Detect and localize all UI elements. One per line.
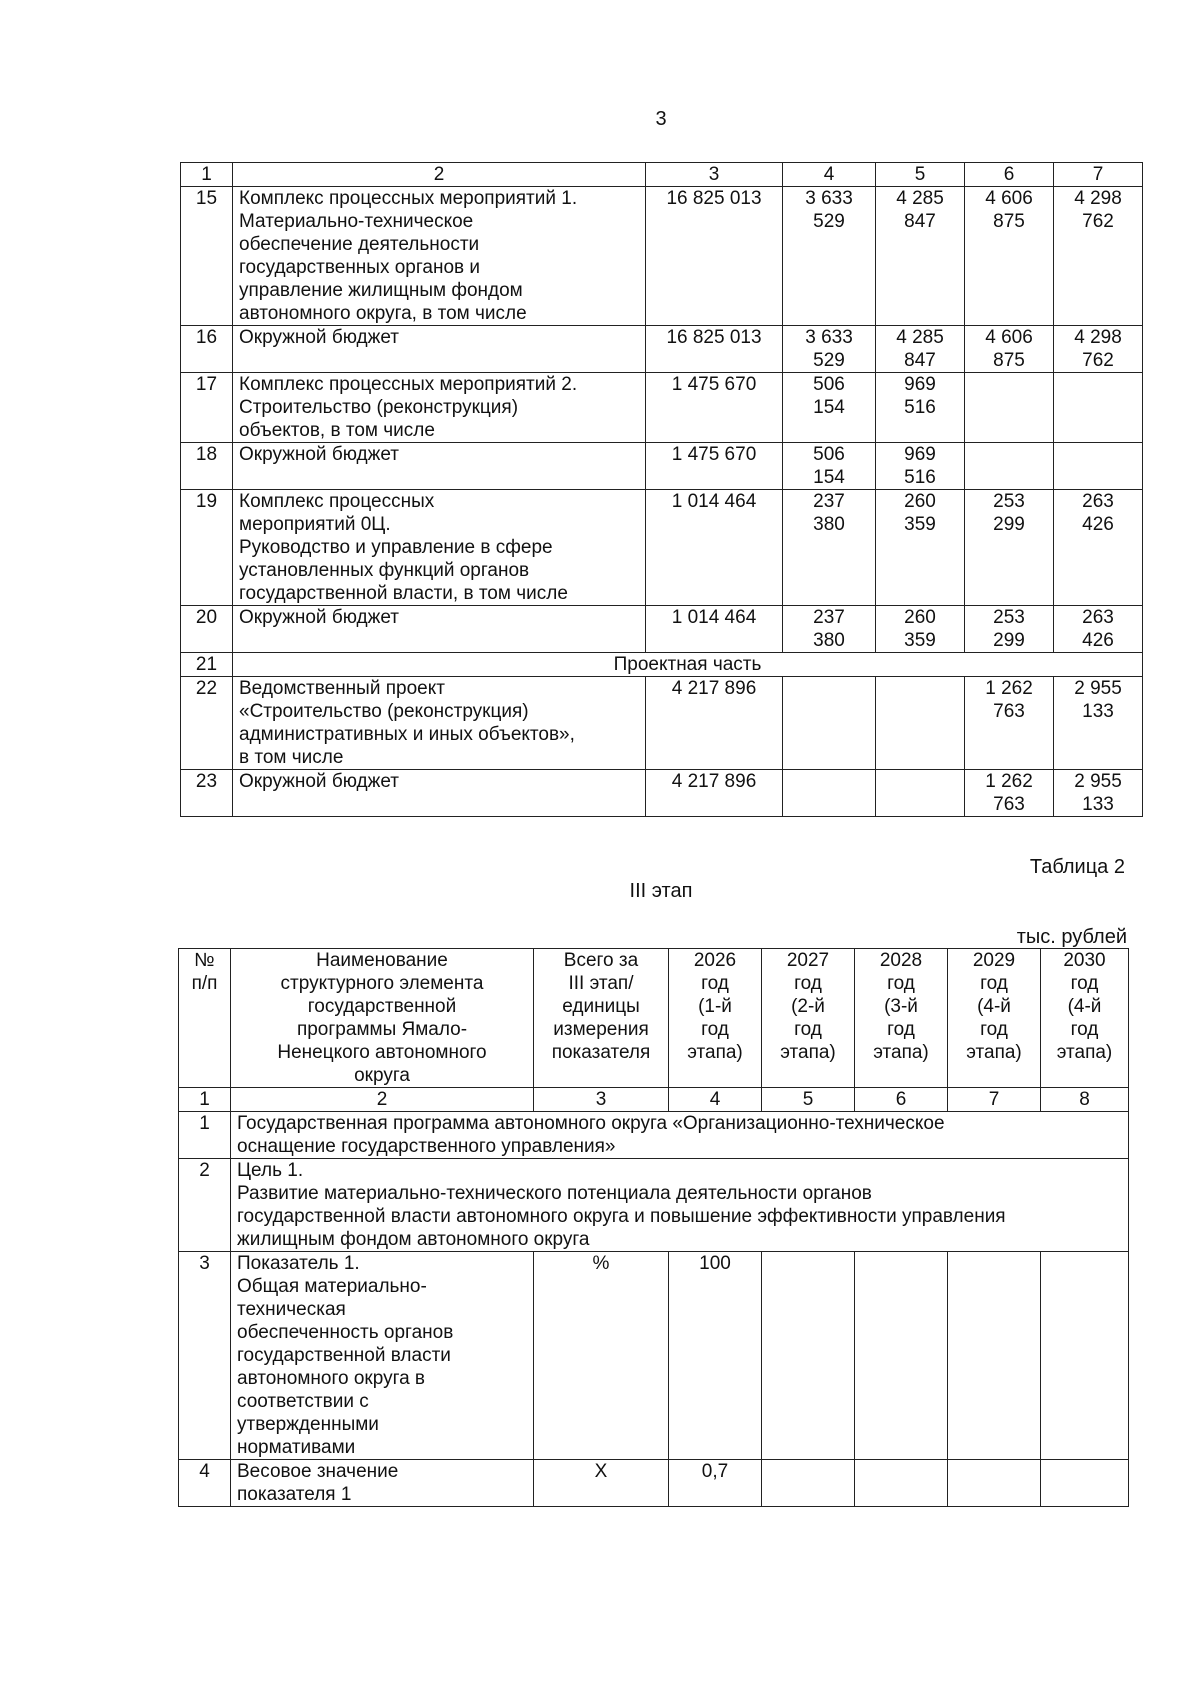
row-value: 260 359 [876, 606, 965, 653]
row-value [965, 443, 1054, 490]
col-number: 7 [1054, 163, 1143, 187]
row-number: 16 [181, 326, 233, 373]
table-label: Таблица 2 [1029, 856, 1125, 878]
row-number: 3 [179, 1252, 231, 1460]
row-name: Ведомственный проект «Строительство (реконструкция) административных и иных объектов», в том числе [233, 677, 646, 770]
table-row [181, 443, 1143, 490]
row-total: 1 014 464 [646, 490, 783, 606]
row-value: 1 262 763 [965, 677, 1054, 770]
head-name: Наименование структурного элемента государственной программы Ямало- Ненецкого автономного округа [231, 949, 534, 1088]
row-value: 3 633 529 [783, 326, 876, 373]
row-value: 260 359 [876, 490, 965, 606]
row-number: 2 [179, 1159, 231, 1252]
row-value [965, 373, 1054, 443]
section-row [181, 653, 1143, 677]
row-number: 17 [181, 373, 233, 443]
col-number: 1 [181, 163, 233, 187]
row-number: 21 [181, 653, 233, 677]
row-value: 253 299 [965, 606, 1054, 653]
table-row [181, 490, 1143, 606]
row-value: 969 516 [876, 373, 965, 443]
row-value: 506 154 [783, 373, 876, 443]
table-row [181, 606, 1143, 653]
table-row [179, 1252, 1129, 1460]
head-total: Всего за III этап/ единицы измерения показателя [534, 949, 669, 1088]
table-row [181, 770, 1143, 817]
row-value [948, 1252, 1041, 1460]
row-value: 263 426 [1054, 606, 1143, 653]
table-row [181, 373, 1143, 443]
row-total: 16 825 013 [646, 187, 783, 326]
row-value: 2 955 133 [1054, 770, 1143, 817]
page-number: 3 [655, 108, 667, 130]
row-name: Показатель 1. Общая материально- техническая обеспеченность органов государственной власти автономного округа в соответствии с утвержденными нормативами [231, 1252, 534, 1460]
col-number: 2 [231, 1088, 534, 1112]
table-row [179, 1460, 1129, 1507]
col-number: 8 [1041, 1088, 1129, 1112]
column-numbers-row [179, 1088, 1129, 1112]
head-number: № п/п [179, 949, 231, 1088]
row-total: 1 475 670 [646, 443, 783, 490]
row-value [783, 677, 876, 770]
row-total: 4 217 896 [646, 677, 783, 770]
head-year: 2026 год (1-й год этапа) [669, 949, 762, 1088]
row-value [762, 1252, 855, 1460]
row-name: Окружной бюджет [233, 606, 646, 653]
row-unit: % [534, 1252, 669, 1460]
row-value [948, 1460, 1041, 1507]
units-label: тыс. рублей [1016, 926, 1127, 948]
col-number: 6 [965, 163, 1054, 187]
row-value [855, 1460, 948, 1507]
row-value: 237 380 [783, 490, 876, 606]
row-value: 2 955 133 [1054, 677, 1143, 770]
head-year: 2028 год (3-й год этапа) [855, 949, 948, 1088]
col-number: 5 [876, 163, 965, 187]
row-value [1041, 1460, 1129, 1507]
table-header-row [181, 163, 1143, 187]
col-number: 7 [948, 1088, 1041, 1112]
table-row [181, 677, 1143, 770]
row-value: 4 298 762 [1054, 326, 1143, 373]
goal-text: Цель 1. Развитие материально-технического потенциала деятельности органов государственной власти автономного округа и повышение эффективности управления жилищным фондом автономного округа [231, 1159, 1129, 1252]
row-value [1054, 373, 1143, 443]
program-title: Государственная программа автономного округа «Организационно-техническое оснащение государственного управления» [231, 1112, 1129, 1159]
col-number: 3 [534, 1088, 669, 1112]
row-value: 4 606 875 [965, 187, 1054, 326]
row-total: 1 475 670 [646, 373, 783, 443]
row-value [1054, 443, 1143, 490]
row-value: 506 154 [783, 443, 876, 490]
col-number: 4 [669, 1088, 762, 1112]
row-unit: Х [534, 1460, 669, 1507]
head-year: 2030 год (4-й год этапа) [1041, 949, 1129, 1088]
row-name: Комплекс процессных мероприятий 2. Строительство (реконструкция) объектов, в том числе [233, 373, 646, 443]
row-number: 4 [179, 1460, 231, 1507]
row-name: Окружной бюджет [233, 770, 646, 817]
row-value: 263 426 [1054, 490, 1143, 606]
row-value: 237 380 [783, 606, 876, 653]
table-row [181, 187, 1143, 326]
row-value: 1 262 763 [965, 770, 1054, 817]
row-number: 20 [181, 606, 233, 653]
col-number: 5 [762, 1088, 855, 1112]
col-number: 1 [179, 1088, 231, 1112]
row-total: 1 014 464 [646, 606, 783, 653]
row-value: 969 516 [876, 443, 965, 490]
table-row [181, 326, 1143, 373]
table-header-row [179, 949, 1129, 1088]
row-value [1041, 1252, 1129, 1460]
row-value: 4 298 762 [1054, 187, 1143, 326]
funding-table [180, 162, 1143, 817]
row-number: 23 [181, 770, 233, 817]
col-number: 3 [646, 163, 783, 187]
head-year: 2029 год (4-й год этапа) [948, 949, 1041, 1088]
row-value: 253 299 [965, 490, 1054, 606]
row-name: Окружной бюджет [233, 443, 646, 490]
row-value [876, 770, 965, 817]
head-year: 2027 год (2-й год этапа) [762, 949, 855, 1088]
row-number: 1 [179, 1112, 231, 1159]
indicators-table [178, 948, 1129, 1507]
row-name: Весовое значение показателя 1 [231, 1460, 534, 1507]
row-number: 19 [181, 490, 233, 606]
row-name: Комплекс процессных мероприятий 0Ц. Руководство и управление в сфере установленных функций органов государственной власти, в том числе [233, 490, 646, 606]
row-value [855, 1252, 948, 1460]
col-number: 6 [855, 1088, 948, 1112]
row-value: 0,7 [669, 1460, 762, 1507]
table-row [179, 1112, 1129, 1159]
row-value [876, 677, 965, 770]
row-name: Комплекс процессных мероприятий 1. Материально-техническое обеспечение деятельности государственных органов и управление жилищным фондом автономного округа, в том числе [233, 187, 646, 326]
row-value [762, 1460, 855, 1507]
row-value: 4 606 875 [965, 326, 1054, 373]
row-value: 100 [669, 1252, 762, 1460]
row-value: 4 285 847 [876, 187, 965, 326]
row-value: 3 633 529 [783, 187, 876, 326]
row-total: 16 825 013 [646, 326, 783, 373]
row-number: 18 [181, 443, 233, 490]
section-title: Проектная часть [233, 653, 1143, 677]
row-value [783, 770, 876, 817]
stage-title: III этап [629, 880, 693, 902]
col-number: 4 [783, 163, 876, 187]
row-value: 4 285 847 [876, 326, 965, 373]
table-row [179, 1159, 1129, 1252]
row-total: 4 217 896 [646, 770, 783, 817]
col-number: 2 [233, 163, 646, 187]
row-number: 22 [181, 677, 233, 770]
row-number: 15 [181, 187, 233, 326]
row-name: Окружной бюджет [233, 326, 646, 373]
